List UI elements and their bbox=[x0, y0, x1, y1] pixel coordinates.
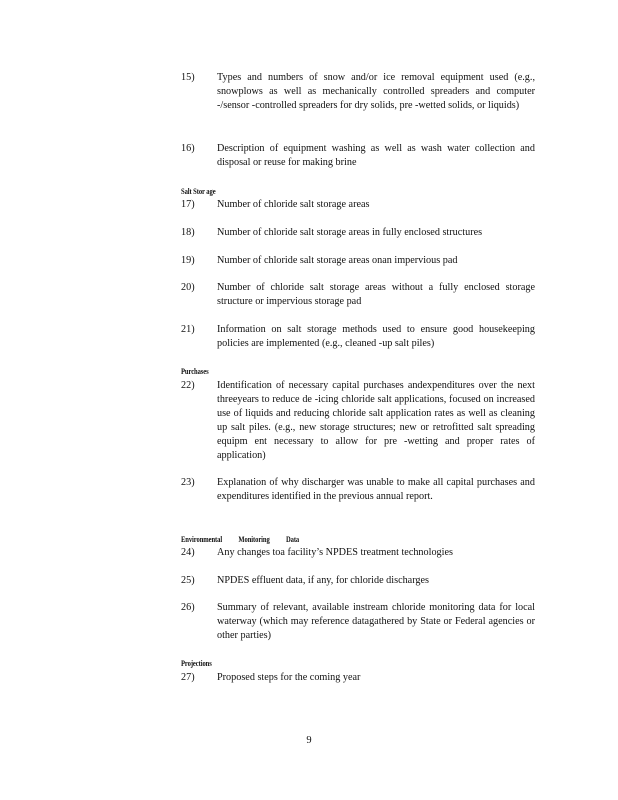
list-item bbox=[181, 546, 535, 560]
item-text: Types and numbers of snow and/or ice removal equipment used (e.g., snowplows as well as mechanically controlled spreaders and computer -/sensor -controlled spreaders for dry solids, pre -wetted solids, or liquids) bbox=[217, 72, 535, 111]
list-item bbox=[181, 142, 535, 170]
item-number: 21) bbox=[181, 324, 195, 335]
item-number: 23) bbox=[181, 477, 195, 488]
item-number: 22) bbox=[181, 380, 195, 391]
item-text: Identification of necessary capital purchases andexpenditures over the next threeyears to reduce de -icing chloride salt applications, focused on increased use of liquids and reducing chloride salt application rates as well as cleaning up salt piles. (e.g., new storage structures; new or retrofitted salt spreading equipm ent necessary to allow for pre -wetting and proper rates of application) bbox=[217, 380, 535, 461]
item-text: Number of chloride salt storage areas without a fully enclosed storage structure or impervious storage pad bbox=[217, 282, 535, 307]
section-heading-environmental-monitoring: Environmental Monitoring Data bbox=[181, 535, 300, 544]
item-number: 24) bbox=[181, 547, 195, 558]
list-item bbox=[181, 574, 535, 588]
item-number: 27) bbox=[181, 672, 195, 683]
item-text: Number of chloride salt storage areas bbox=[217, 199, 370, 210]
list-item bbox=[181, 476, 535, 504]
list-item bbox=[181, 323, 535, 351]
item-number: 18) bbox=[181, 227, 195, 238]
item-text: NPDES effluent data, if any, for chloride discharges bbox=[217, 575, 429, 586]
list-item bbox=[181, 254, 535, 268]
item-text: Any changes toa facility’s NPDES treatment technologies bbox=[217, 547, 453, 558]
list-item bbox=[181, 601, 535, 643]
item-text: Summary of relevant, available instream chloride monitoring data for local waterway (which may reference datagathered by State or Federal agencies or other parties) bbox=[217, 602, 535, 641]
list-item bbox=[181, 281, 535, 309]
item-number: 17) bbox=[181, 199, 195, 210]
page-number: 9 bbox=[306, 735, 312, 746]
section-heading-projections: Projections bbox=[181, 659, 212, 668]
item-text: Explanation of why discharger was unable to make all capital purchases and expenditures identified in the previous annual report. bbox=[217, 477, 535, 502]
section-heading-salt-storage: Salt Stor age bbox=[181, 187, 216, 196]
list-item bbox=[181, 379, 535, 463]
section-heading-purchases: Purchases bbox=[181, 367, 209, 376]
list-item bbox=[181, 198, 535, 212]
item-text: Proposed steps for the coming year bbox=[217, 672, 361, 683]
item-number: 19) bbox=[181, 255, 195, 266]
list-item bbox=[181, 226, 535, 240]
list-item bbox=[181, 71, 535, 113]
item-text: Number of chloride salt storage areas onan impervious pad bbox=[217, 255, 458, 266]
item-text: Description of equipment washing as well as wash water collection and disposal or reuse for making brine bbox=[217, 143, 535, 168]
item-number: 16) bbox=[181, 143, 195, 154]
item-number: 20) bbox=[181, 282, 195, 293]
list-item bbox=[181, 671, 535, 685]
item-number: 26) bbox=[181, 602, 195, 613]
item-text: Information on salt storage methods used to ensure good housekeeping policies are implemented (e.g., cleaned -up salt piles) bbox=[217, 324, 535, 349]
item-number: 25) bbox=[181, 575, 195, 586]
item-number: 15) bbox=[181, 72, 195, 83]
item-text: Number of chloride salt storage areas in fully enclosed structures bbox=[217, 227, 483, 238]
